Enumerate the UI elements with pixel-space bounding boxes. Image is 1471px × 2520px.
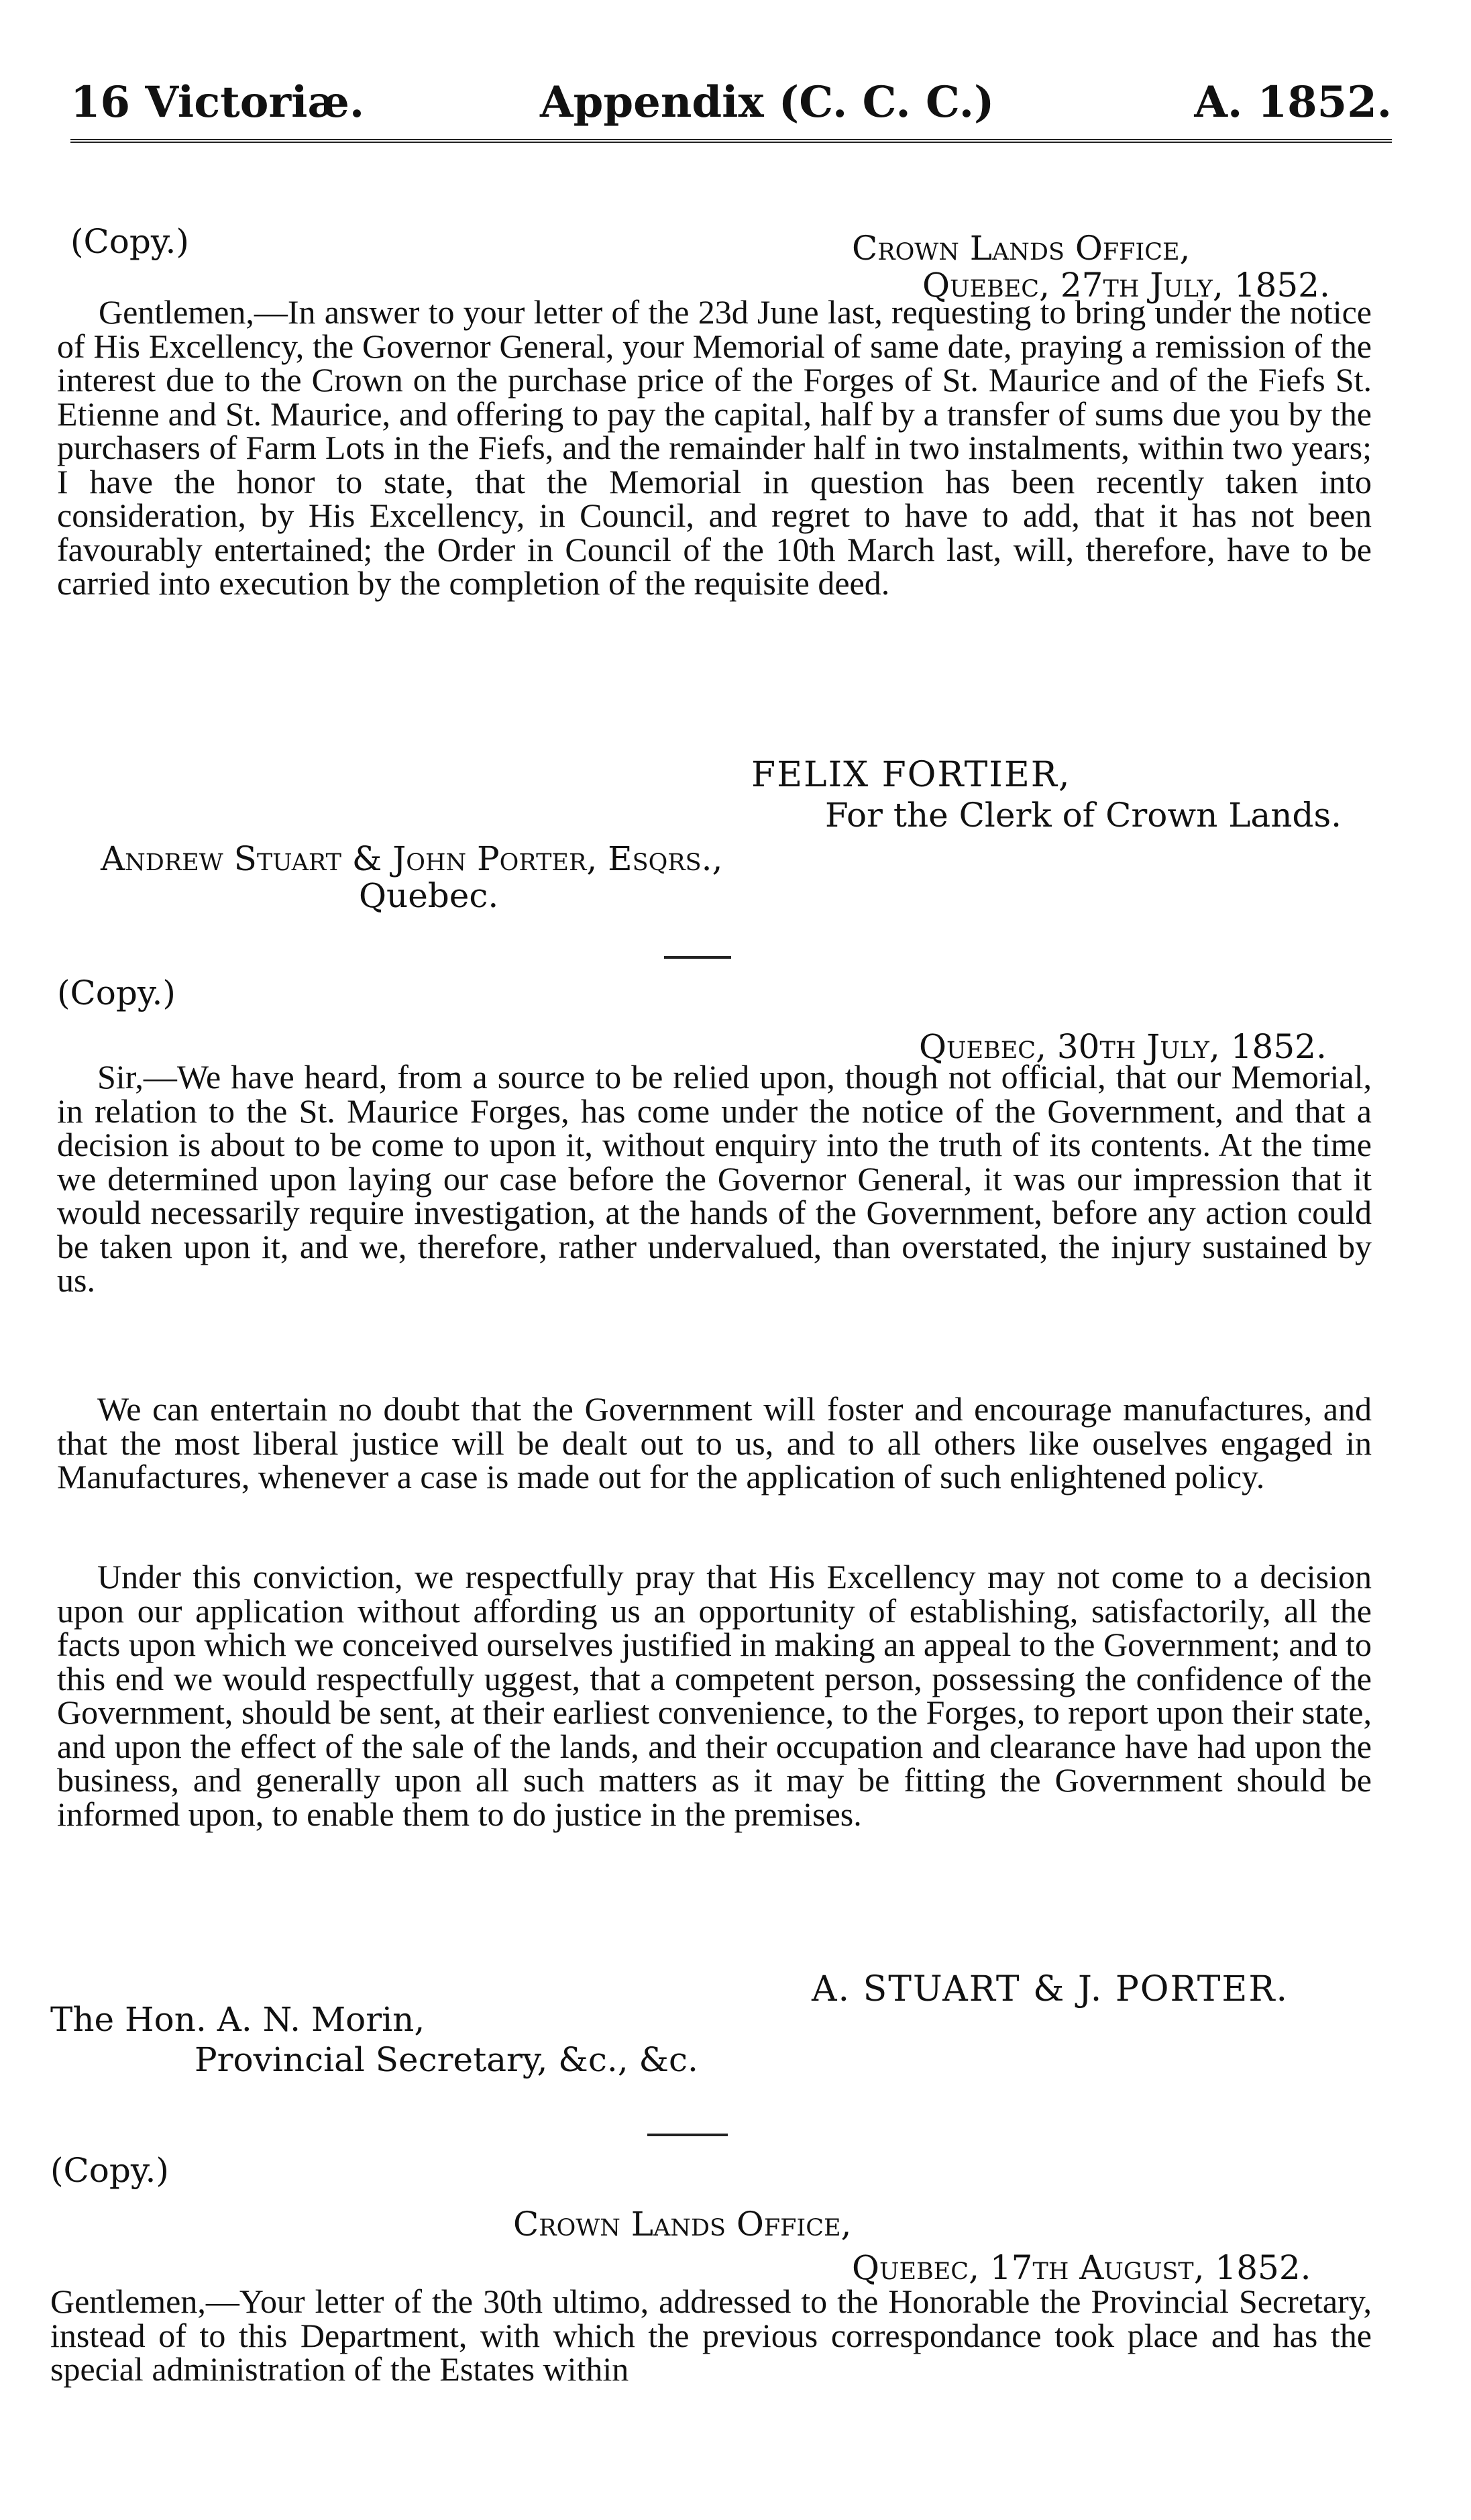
letter1-addressee-place: Quebec. (359, 876, 499, 915)
letter1-body: Gentlemen,—In answer to your letter of the 23d June last, requesting to bring under the notice of His Excellency, the Governor General, your Memorial of same date, praying a remission of the interest due to the Crown on the purchase price of the Forges of St. Maurice and of the Fiefs St. Etienne and St. Maurice, and offering to pay the capital, half by a transfer of sums due you by the purchasers of Farm Lots in the Fiefs, and the remainder half in two instalments, within two years; I have the honor to state, that the Memorial in question has been recently taken into consideration, by His Excellency, in Council, and regret to have to add, that it has not been favourably entertained; the Order in Council of the 10th March last, will, therefore, have to be carried into execution by the completion of the requisite deed. (57, 293, 1372, 602)
letter1-office: Crown Lands Office, (852, 229, 1191, 268)
letter3-place-date: Quebec, 17th August, 1852. (852, 2248, 1311, 2287)
letter2-paragraph-2: We can entertain no doubt that the Government will foster and encourage manufactures, and that the most liberal justice will be dealt out to us, and to all others like ouselves engaged in Manufactures, whenever a case is made out for the application of such enlightened policy. (57, 1390, 1372, 1495)
header-year: A. 1852. (1194, 77, 1392, 127)
letter3-copy-label: (Copy.) (50, 2151, 169, 2190)
letter2-place-date: Quebec, 30th July, 1852. (919, 1027, 1327, 1066)
letter3-body: Gentlemen,—Your letter of the 30th ultimo, addressed to the Honorable the Provincial Secretary, instead of to this Department, with which the previous correspondance took place and has the special administration of the Estates within (50, 2282, 1372, 2388)
page-header (70, 64, 1392, 144)
header-rule (70, 139, 1392, 146)
letter3-office: Crown Lands Office, (513, 2205, 852, 2244)
section-divider (664, 956, 731, 959)
letter2-addressee: The Hon. A. N. Morin, (50, 2000, 425, 2039)
letter2-paragraph-3: Under this conviction, we respectfully pray that His Excellency may not come to a decision upon our application without affording us an opportunity of establishing, satisfactorily, all the facts upon which we conceived ourselves justified in making an appeal to the Government; and to this end we would respectfully uggest, that a competent person, possessing the confidence of the Government, should be sent, at their earliest convenience, to the Forges, to report upon their state, and upon the effect of the sale of the lands, and their occupation and clearance have had upon the business, and generally upon all such matters as it may be fitting the Government should be informed upon, to enable them to do justice in the premises. (57, 1558, 1372, 1833)
letter2-paragraph-1: Sir,—We have heard, from a source to be relied upon, though not official, that our Memorial, in relation to the St. Maurice Forges, has come under the notice of the Government, and that a decision is about to be come to upon it, without enquiry into the truth of its contents. At the time we determined upon laying our case before the Governor General, it was our impression that it would necessarily require investigation, at the hands of the Government, before any action could be taken upon it, and we, therefore, rather undervalued, than overstated, the injury sustained by us. (57, 1058, 1372, 1299)
letter2-addressee-title: Provincial Secretary, &c., &c. (195, 2040, 698, 2079)
header-session: 16 Victoriæ. (70, 77, 365, 127)
letter1-signature-title: For the Clerk of Crown Lands. (825, 796, 1342, 835)
letter1-copy-label: (Copy.) (70, 222, 189, 261)
letter1-signature: FELIX FORTIER, (751, 755, 1071, 795)
header-appendix: Appendix (C. C. C.) (540, 77, 995, 127)
letter1-place-date: Quebec, 27th July, 1852. (922, 266, 1330, 305)
letter2-copy-label: (Copy.) (57, 974, 176, 1012)
letter1-addressee: Andrew Stuart & John Porter, Esqrs., (101, 839, 723, 878)
section-divider-2 (647, 2134, 728, 2136)
letter2-signature: A. STUART & J. PORTER. (812, 1969, 1289, 2009)
